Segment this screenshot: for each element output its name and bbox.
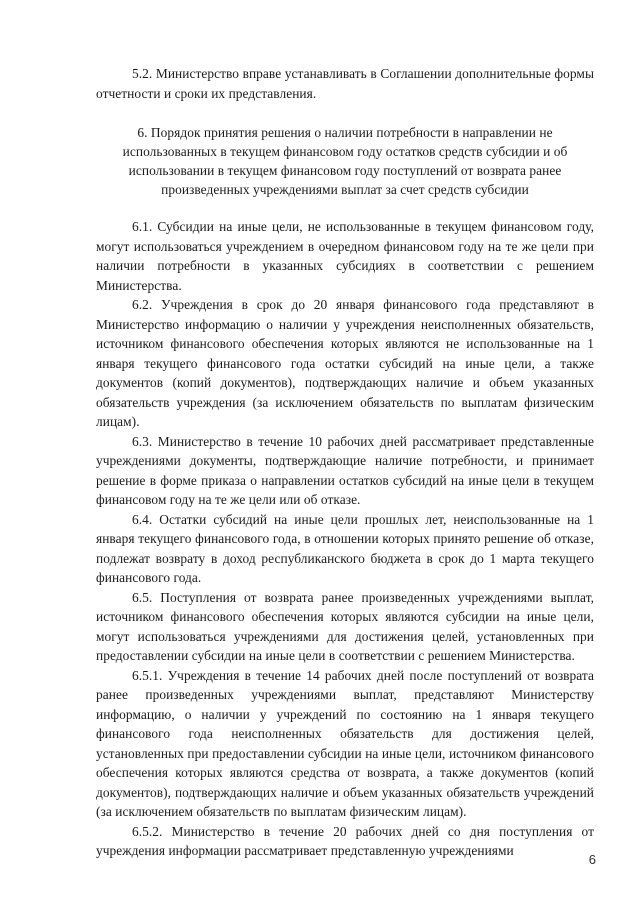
paragraph-5-2: 5.2. Министерство вправе устанавливать в Соглашении дополнительные формы отчетности и сроки их представления. — [96, 66, 594, 101]
paragraph-6-5-1: 6.5.1. Учреждения в течение 14 рабочих дней после поступлений от возврата ранее произведенных учреждениями выплат, представляют Министерству информацию, о наличии у учреждений по состоянию на 1 января текущего финансового года неисполненных обязательств для достижения целей, установленных при предоставлении субсидии на иные цели, источником финансового обеспечения которых являются средства от возврата, а также документов (копий документов), подтверждающих наличие и объем указанных обязательств учреждений (за исключением обязательств по выплатам физическим лицам). — [96, 667, 594, 819]
paragraph-6-5-2: 6.5.2. Министерство в течение 20 рабочих дней со дня поступления от учреждения информации рассматривает представленную учреждениями — [96, 823, 594, 858]
page-number: 6 — [588, 852, 596, 867]
section-heading-6: 6. Порядок принятия решения о наличии потребности в направлении не использованных в текущем финансовом году остатков средств субсидии и об использовании в текущем финансовом году поступлений от возврата ранее произведенных учреждениями выплат за счет средств субсидии — [122, 125, 568, 197]
paragraph-6-4: 6.4. Остатки субсидий на иные цели прошлых лет, неиспользованные на 1 января текущего финансового года, в отношении которых принято решение об отказе, подлежат возврату в доход республиканского бюджета в срок до 1 марта текущего финансового года. — [96, 511, 594, 585]
paragraph-6-1: 6.1. Субсидии на иные цели, не использованные в текущем финансовом году, могут использоваться учреждением в очередном финансовом году на те же цели при наличии потребности в указанных субсидиях в соответствии с решением Министерства. — [96, 219, 594, 293]
paragraph-6-2: 6.2. Учреждения в срок до 20 января финансового года представляют в Министерство информацию о наличии у учреждения неисполненных обязательств, источником финансового обеспечения которых являются не использованные на 1 января текущего финансового года остатки субсидий на иные цели, а также документов (копий документов), подтверждающих наличие и объем указанных обязательств учреждения (за исключением обязательств по выплатам физическим лицам). — [96, 297, 594, 429]
paragraph-6-5: 6.5. Поступления от возврата ранее произведенных учреждениями выплат, источником финансового обеспечения которых являются субсидии на иные цели, могут использоваться учреждениями для достижения целей, установленных при предоставлении субсидии на иные цели в соответствии с решением Министерства. — [96, 589, 594, 663]
paragraph-6-3: 6.3. Министерство в течение 10 рабочих дней рассматривает представленные учреждениями документы, подтверждающие наличие потребности, и принимает решение в форме приказа о направлении остатков субсидий на иные цели в текущем финансовом году на те же цели или об отказе. — [96, 433, 594, 507]
